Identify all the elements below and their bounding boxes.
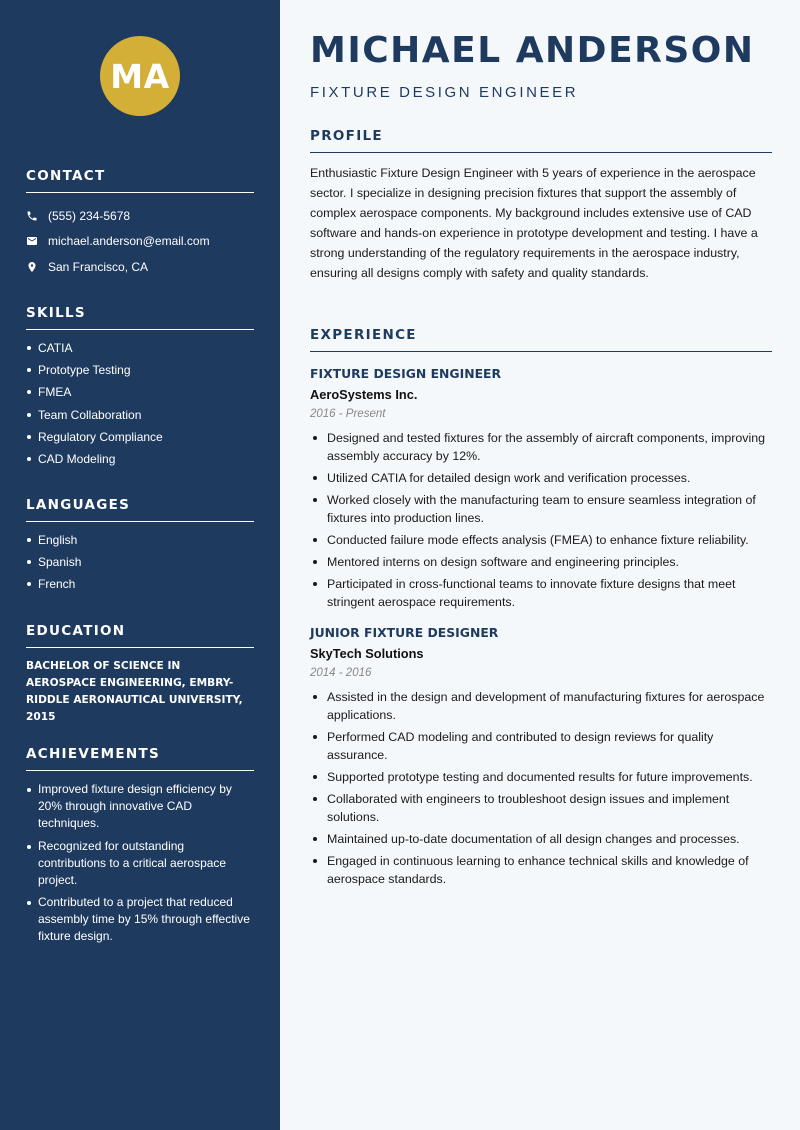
contact-location bbox=[26, 254, 254, 280]
achievements-section bbox=[26, 746, 254, 951]
email-icon bbox=[26, 235, 38, 247]
skills-list bbox=[26, 340, 254, 473]
experience-heading: EXPERIENCE bbox=[310, 327, 772, 352]
achievements-list bbox=[26, 781, 254, 945]
company-name: SkyTech Solutions bbox=[310, 646, 424, 661]
education-degree: BACHELOR OF SCIENCE IN AEROSPACE ENGINEERING, EMBRY-RIDDLE AERONAUTICAL UNIVERSITY, 2015 bbox=[26, 660, 243, 723]
language-item: English bbox=[26, 532, 254, 554]
profile-text: Enthusiastic Fixture Design Engineer with 5 years of experience in the aerospace sector. I specialize in designing precision fixtures that support the assembly of complex aerospace components. My background includes extensive use of CAD software and hands-on experience in prototype development and testing. I have a strong understanding of the regulatory requirements in the aerospace industry, ensuring all designs comply with safety and quality standards. bbox=[310, 166, 758, 280]
duty-item: Engaged in continuous learning to enhance technical skills and knowledge of aerospace standards. bbox=[310, 852, 772, 888]
duty-item: Assisted in the design and development of manufacturing fixtures for aerospace applications. bbox=[310, 688, 772, 724]
phone-text: (555) 234-5678 bbox=[48, 208, 131, 223]
duty-item: Collaborated with engineers to troubleshoot design issues and implement solutions. bbox=[310, 790, 772, 826]
language-item: Spanish bbox=[26, 554, 254, 576]
contact-section bbox=[26, 168, 254, 280]
job-dates: 2016 - Present bbox=[310, 408, 386, 420]
job-title: JUNIOR FIXTURE DESIGNER bbox=[310, 625, 499, 640]
skill-item: Prototype Testing bbox=[26, 362, 254, 384]
languages-list bbox=[26, 532, 254, 599]
duties-list bbox=[310, 688, 772, 888]
profile-section bbox=[310, 128, 772, 283]
languages-section bbox=[26, 497, 254, 599]
contact-phone bbox=[26, 203, 254, 229]
duty-item: Maintained up-to-date documentation of all design changes and processes. bbox=[310, 830, 772, 848]
duty-item: Worked closely with the manufacturing team to ensure seamless integration of fixtures into production lines. bbox=[310, 491, 772, 527]
company-name: AeroSystems Inc. bbox=[310, 387, 418, 402]
achievement-item: Contributed to a project that reduced assembly time by 15% through effective fixture design. bbox=[26, 894, 254, 945]
avatar: MA bbox=[100, 36, 180, 116]
duty-item: Utilized CATIA for detailed design work and verification processes. bbox=[310, 469, 772, 487]
phone-icon bbox=[26, 210, 38, 222]
skill-item: CATIA bbox=[26, 340, 254, 362]
skill-item: FMEA bbox=[26, 384, 254, 406]
skill-item: Team Collaboration bbox=[26, 407, 254, 429]
email-text: michael.anderson@email.com bbox=[48, 234, 210, 249]
profile-heading: PROFILE bbox=[310, 128, 772, 153]
experience-section bbox=[310, 327, 772, 892]
duty-item: Supported prototype testing and documented results for future improvements. bbox=[310, 768, 772, 786]
job-entry bbox=[310, 625, 772, 888]
language-item: French bbox=[26, 576, 254, 598]
skills-heading: SKILLS bbox=[26, 305, 254, 330]
duties-list bbox=[310, 429, 772, 611]
duty-item: Participated in cross-functional teams to innovate fixture designs that meet stringent aerospace requirements. bbox=[310, 575, 772, 611]
job-dates: 2014 - 2016 bbox=[310, 667, 372, 679]
sidebar bbox=[0, 0, 280, 1130]
job-title: FIXTURE DESIGN ENGINEER bbox=[310, 366, 502, 381]
job-title-header: FIXTURE DESIGN ENGINEER bbox=[310, 84, 579, 101]
languages-heading: LANGUAGES bbox=[26, 497, 254, 522]
duty-item: Mentored interns on design software and engineering principles. bbox=[310, 553, 772, 571]
contact-email bbox=[26, 229, 254, 255]
achievements-heading: ACHIEVEMENTS bbox=[26, 746, 254, 771]
duty-item: Conducted failure mode effects analysis (FMEA) to enhance fixture reliability. bbox=[310, 531, 772, 549]
contact-heading: CONTACT bbox=[26, 168, 254, 193]
achievement-item: Improved fixture design efficiency by 20% through innovative CAD techniques. bbox=[26, 781, 254, 832]
location-pin-icon bbox=[26, 261, 38, 273]
achievement-item: Recognized for outstanding contributions to a critical aerospace project. bbox=[26, 838, 254, 889]
education-heading: EDUCATION bbox=[26, 623, 254, 648]
skill-item: Regulatory Compliance bbox=[26, 429, 254, 451]
job-entry bbox=[310, 366, 772, 611]
duty-item: Designed and tested fixtures for the assembly of aircraft components, improving assembly accuracy by 12%. bbox=[310, 429, 772, 465]
skills-section bbox=[26, 305, 254, 473]
duty-item: Performed CAD modeling and contributed to design reviews for quality assurance. bbox=[310, 728, 772, 764]
education-section bbox=[26, 623, 254, 726]
skill-item: CAD Modeling bbox=[26, 451, 254, 473]
candidate-name: MICHAEL ANDERSON bbox=[310, 30, 755, 71]
location-text: San Francisco, CA bbox=[48, 259, 149, 274]
